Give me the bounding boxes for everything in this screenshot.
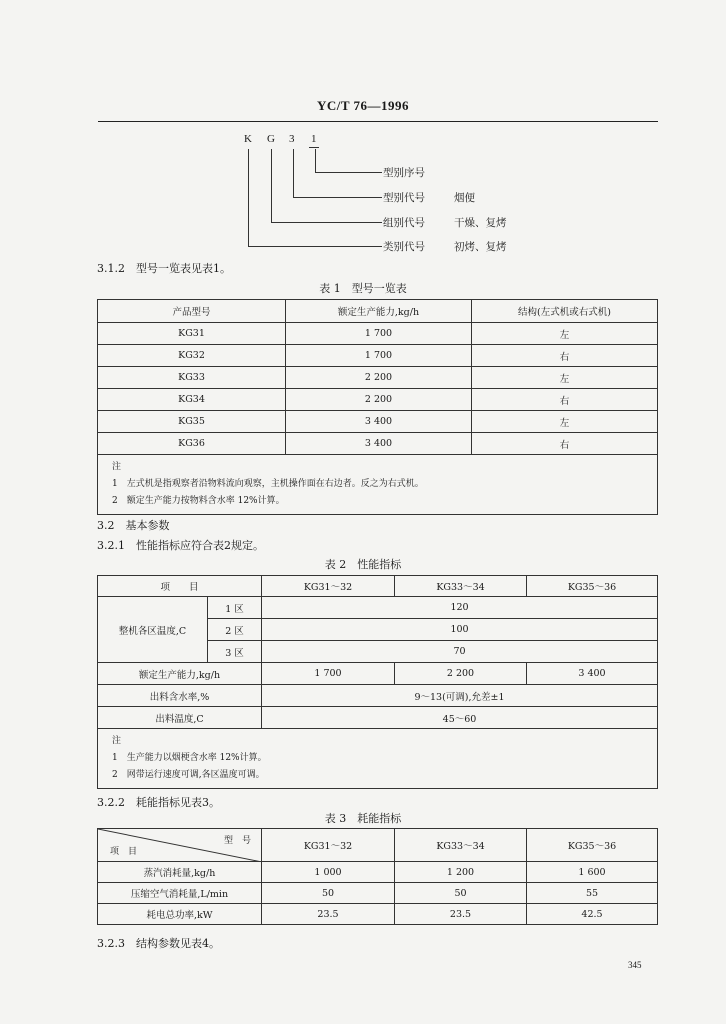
diagram-label-type: 型别代号 — [383, 192, 425, 204]
table1-notes-row — [98, 455, 658, 515]
table1-capacity: 1 700 — [286, 323, 472, 345]
table2-moisture-value: 9～13(可调),允差±1 — [262, 685, 658, 707]
diagram-branch-k — [248, 246, 382, 247]
table1-notes — [98, 455, 658, 515]
diagram-line-g — [271, 149, 272, 223]
diagram-label-category: 类别代号 — [383, 241, 425, 253]
diagram-line-1 — [315, 149, 316, 173]
table3-value: 50 — [262, 883, 395, 904]
table1-note-2: 2 额定生产能力按物料含水率 12%计算。 — [112, 496, 285, 506]
table1-structure: 右 — [472, 345, 658, 367]
table2-zone: 3 区 — [208, 641, 262, 663]
section-3-2-2: 3.2.2 耗能指标见表3。 — [97, 796, 220, 809]
table1-model: KG35 — [98, 411, 286, 433]
page-number: 345 — [628, 960, 642, 970]
table1-model: KG33 — [98, 367, 286, 389]
diagram-value-group: 干燥、复烤 — [454, 217, 507, 229]
table3-item: 压缩空气消耗量,L/min — [98, 883, 262, 904]
table3-corner-top: 型 号 — [223, 836, 251, 846]
table1 — [97, 299, 658, 515]
table3-caption: 表 3 耗能指标 — [324, 812, 402, 825]
table2-notes — [98, 729, 658, 789]
table3-value: 1 200 — [395, 862, 527, 883]
table1-capacity: 2 200 — [286, 389, 472, 411]
table-row — [98, 663, 658, 685]
diagram-letter-1: 1 — [311, 133, 317, 145]
table3-corner-bottom: 项 目 — [110, 847, 138, 857]
table2-temp-label: 整机各区温度,C — [98, 597, 208, 663]
table3-value: 55 — [527, 883, 658, 904]
table1-structure: 左 — [472, 367, 658, 389]
table1-structure: 左 — [472, 323, 658, 345]
diagram-letter-k: K — [244, 133, 252, 145]
table-row — [98, 323, 658, 345]
diagram-line-3 — [293, 149, 294, 198]
table3-header-row — [98, 829, 658, 862]
diagram-branch-1 — [315, 172, 382, 173]
table3-value: 1 000 — [262, 862, 395, 883]
table2-capacity-value: 3 400 — [527, 663, 658, 685]
table2-notes-row — [98, 729, 658, 789]
table3-corner-cell — [98, 829, 262, 862]
table1-capacity: 3 400 — [286, 411, 472, 433]
table1-model: KG31 — [98, 323, 286, 345]
table3-header-cell: KG33～34 — [395, 829, 527, 862]
table1-capacity: 3 400 — [286, 433, 472, 455]
table1-structure: 右 — [472, 433, 658, 455]
table3-value: 23.5 — [262, 904, 395, 925]
table3-value: 42.5 — [527, 904, 658, 925]
table3-item: 耗电总功率,kW — [98, 904, 262, 925]
table-row — [98, 411, 658, 433]
table2-temperature-label: 出料温度,C — [98, 707, 262, 729]
table-row — [98, 389, 658, 411]
diagram-underline — [309, 147, 319, 148]
table-row — [98, 707, 658, 729]
table2-capacity-value: 2 200 — [395, 663, 527, 685]
table1-structure: 左 — [472, 411, 658, 433]
section-3-2: 3.2 基本参数 — [97, 519, 170, 532]
table2-header-item: 项 目 — [98, 576, 262, 597]
table1-model: KG34 — [98, 389, 286, 411]
table1-capacity: 2 200 — [286, 367, 472, 389]
table3-value: 1 600 — [527, 862, 658, 883]
section-3-2-1: 3.2.1 性能指标应符合表2规定。 — [97, 539, 264, 552]
table2-capacity-value: 1 700 — [262, 663, 395, 685]
table1-header-cell: 额定生产能力,kg/h — [286, 300, 472, 323]
table3-header-cell: KG31～32 — [262, 829, 395, 862]
table2-header-cell: KG31～32 — [262, 576, 395, 597]
table1-note-title: 注 — [112, 462, 122, 472]
table3-value: 50 — [395, 883, 527, 904]
table-row — [98, 597, 658, 619]
page-header: YC/T 76—1996 — [316, 98, 410, 113]
table2-zone: 2 区 — [208, 619, 262, 641]
table-row — [98, 433, 658, 455]
table-row — [98, 345, 658, 367]
table1-note-1: 1 左式机是指观察者沿物料流向观察，主机操作面在右边者。反之为右式机。 — [112, 479, 424, 489]
table1-structure: 右 — [472, 389, 658, 411]
table-row — [98, 883, 658, 904]
table1-header-cell: 产品型号 — [98, 300, 286, 323]
table2-capacity-label: 额定生产能力,kg/h — [98, 663, 262, 685]
table2-caption: 表 2 性能指标 — [324, 558, 402, 571]
section-3-2-3: 3.2.3 结构参数见表4。 — [97, 937, 220, 950]
table-row — [98, 862, 658, 883]
table2-header-cell: KG33～34 — [395, 576, 527, 597]
diagram-value-type: 烟便 — [454, 192, 475, 204]
table2-header-cell: KG35～36 — [527, 576, 658, 597]
table3-value: 23.5 — [395, 904, 527, 925]
table2-zone-value: 100 — [262, 619, 658, 641]
table1-capacity: 1 700 — [286, 345, 472, 367]
table2-zone: 1 区 — [208, 597, 262, 619]
table3-header-cell: KG35～36 — [527, 829, 658, 862]
table2-note-title: 注 — [112, 736, 122, 746]
header-rule — [98, 121, 658, 122]
diagram-branch-3 — [293, 197, 382, 198]
table-row — [98, 685, 658, 707]
table2-temperature-value: 45～60 — [262, 707, 658, 729]
table1-caption: 表 1 型号一览表 — [319, 282, 407, 295]
table3 — [97, 828, 658, 925]
table2-note-2: 2 网带运行速度可调,各区温度可调。 — [112, 770, 265, 780]
section-3-1-2: 3.1.2 型号一览表见表1。 — [97, 262, 231, 275]
table-row — [98, 367, 658, 389]
table1-header-cell: 结构(左式机或右式机) — [472, 300, 658, 323]
diagram-letter-g: G — [267, 133, 275, 145]
table2-zone-value: 70 — [262, 641, 658, 663]
table-row — [98, 904, 658, 925]
table1-header-row — [98, 300, 658, 323]
table2 — [97, 575, 658, 789]
diagram-label-serial: 型别序号 — [383, 167, 425, 179]
table2-header-row — [98, 576, 658, 597]
diagram-branch-g — [271, 222, 382, 223]
diagram-line-k — [248, 149, 249, 247]
table2-moisture-label: 出料含水率,% — [98, 685, 262, 707]
diagram-letter-3: 3 — [289, 133, 295, 145]
table2-note-1: 1 生产能力以烟梗含水率 12%计算。 — [112, 753, 267, 763]
diagram-label-group: 组别代号 — [383, 217, 425, 229]
table1-model: KG32 — [98, 345, 286, 367]
diagram-value-category: 初烤、复烤 — [454, 241, 507, 253]
table2-zone-value: 120 — [262, 597, 658, 619]
table3-item: 蒸汽消耗量,kg/h — [98, 862, 262, 883]
table1-model: KG36 — [98, 433, 286, 455]
